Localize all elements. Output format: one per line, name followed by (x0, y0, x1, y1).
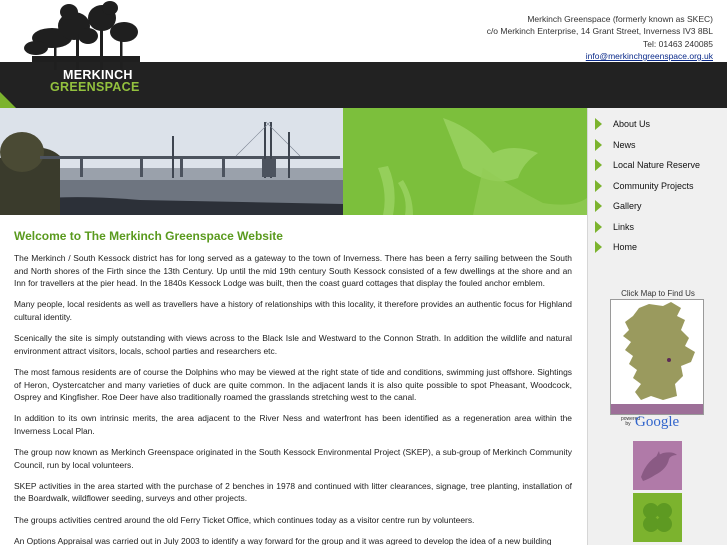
nav-item-label: Home (613, 242, 638, 253)
dolphin-icon (633, 441, 682, 490)
paragraph-ferry-office: The groups activities centred around the old Ferry Ticket Office, which continues today as a visitor centre run by volunteers. (14, 514, 475, 525)
sidebar (587, 108, 727, 545)
nav-item-label: Links (613, 221, 635, 232)
nav-item-news[interactable] (588, 135, 727, 156)
google-word: Google (635, 414, 680, 430)
banner (0, 108, 587, 215)
green-triangle-arrow-icon (595, 118, 602, 130)
paragraph-activities: SKEP activities in the area started with the purchase of 2 benches in 1978 and continued with litter clearances, signage, tree planting, installation of the Boardwalk, wildflower seeding, surveys and other projects. (14, 480, 572, 504)
paragraph-history: The Merkinch / South Kessock district has for long served as a gateway to the town of Inverness. There has been a ferry sailing between the South and North shores of the Firth since the 13th Century. Up until the mid 19th century South Kessock consisted of a few dwellings at the shore and an Inn for travellers at the pier head. In the 1840s Kessock Lodge was built, then the coast guard cottages that display the fouled anchor emblem. (14, 253, 572, 289)
main-content (14, 229, 572, 545)
nav-item-community-projects[interactable] (588, 176, 727, 197)
green-triangle-arrow-icon (595, 180, 602, 192)
contact-line-name: Merkinch Greenspace (formerly known as SKEC) (527, 14, 713, 24)
contact-line-phone: Tel: 01463 240085 (643, 38, 713, 49)
bird-graphic-panel (343, 108, 587, 215)
paragraph-options-appraisal: An Options Appraisal was carried out in July 2003 to identify a way forward for the group and it was agreed to develop the idea of a new building (14, 535, 552, 545)
nav-item-label: About Us (613, 119, 651, 130)
contact-block (487, 13, 713, 62)
nav-item-label: Community Projects (613, 180, 694, 191)
nav-item-label: News (613, 139, 636, 150)
tree-logo-icon[interactable] (24, 0, 142, 70)
google-logo-text (635, 414, 679, 431)
nav-item-home[interactable] (588, 237, 727, 258)
clover-tile[interactable] (633, 493, 682, 542)
header-green-corner (0, 92, 16, 108)
paragraph-regeneration: In addition to its own intrinsic merits, the area adjacent to the River Ness and waterfront has been identified as a regeneration area within the Inverness Local Plan. (14, 413, 572, 436)
scotland-map-icon (611, 300, 704, 415)
nav-item-local-nature-reserve[interactable] (588, 155, 727, 176)
powered-by-google-logo[interactable] (621, 414, 701, 434)
kessock-bridge-photo (0, 108, 343, 215)
logo-text-merkinch: MERKINCH (63, 68, 133, 82)
nav-item-links[interactable] (588, 217, 727, 238)
main-nav (588, 114, 727, 258)
nav-item-label: Local Nature Reserve (613, 160, 701, 171)
logo-text-greenspace: GREENSPACE (50, 80, 140, 94)
clover-icon (633, 493, 682, 542)
map-caption: Click Map to Find Us (621, 289, 695, 298)
green-triangle-arrow-icon (595, 241, 602, 253)
nav-item-label: Gallery (613, 201, 642, 212)
scotland-map-link[interactable] (610, 299, 704, 415)
powered-by-label: powered by (621, 416, 641, 427)
paragraph-wildlife: The most famous residents are of course the Dolphins who may be viewed at the right state of tide and conditions, swimming just offshore. Sightings of Heron, Oystercatcher and many varieties of duck are quite common. In the adjacent lands it is also quite possible to spot Pheasant, Woodcock, Osprey and Kingfisher. Roe Deer have also traditionally roamed the grasslands stretching west to the canal. (14, 366, 572, 403)
green-triangle-arrow-icon (595, 200, 602, 212)
dolphin-tile[interactable] (633, 441, 682, 490)
contact-line-address: c/o Merkinch Enterprise, 14 Grant Street, Inverness IV3 8BL (486, 26, 713, 37)
nav-item-gallery[interactable] (588, 196, 727, 217)
green-triangle-arrow-icon (595, 159, 602, 171)
contact-email-link[interactable]: info@merkinchgreenspace.org.uk (585, 50, 713, 61)
page-title: Welcome to The Merkinch Greenspace Website (14, 229, 283, 243)
paragraph-origins: The group now known as Merkinch Greenspace originated in the South Kessock Environmental Project (SKEP), a sub-group of Merkinch Community Council, run by local volunteers. (14, 447, 572, 470)
green-triangle-arrow-icon (595, 139, 602, 151)
green-triangle-arrow-icon (595, 221, 602, 233)
paragraph-cultural-identity: Many people, local residents as well as travellers have a history of relationships with this locality, it therefore provides an authentic focus for Highland cultural identity. (14, 299, 572, 322)
nav-item-about-us[interactable] (588, 114, 727, 135)
paragraph-scenery: Scenically the site is simply outstanding with views across to the Black Isle and Westward to the Connon Strath. In addition the wildlife and natural environment attract visitors, locals, school parties and researchers etc. (14, 333, 572, 356)
